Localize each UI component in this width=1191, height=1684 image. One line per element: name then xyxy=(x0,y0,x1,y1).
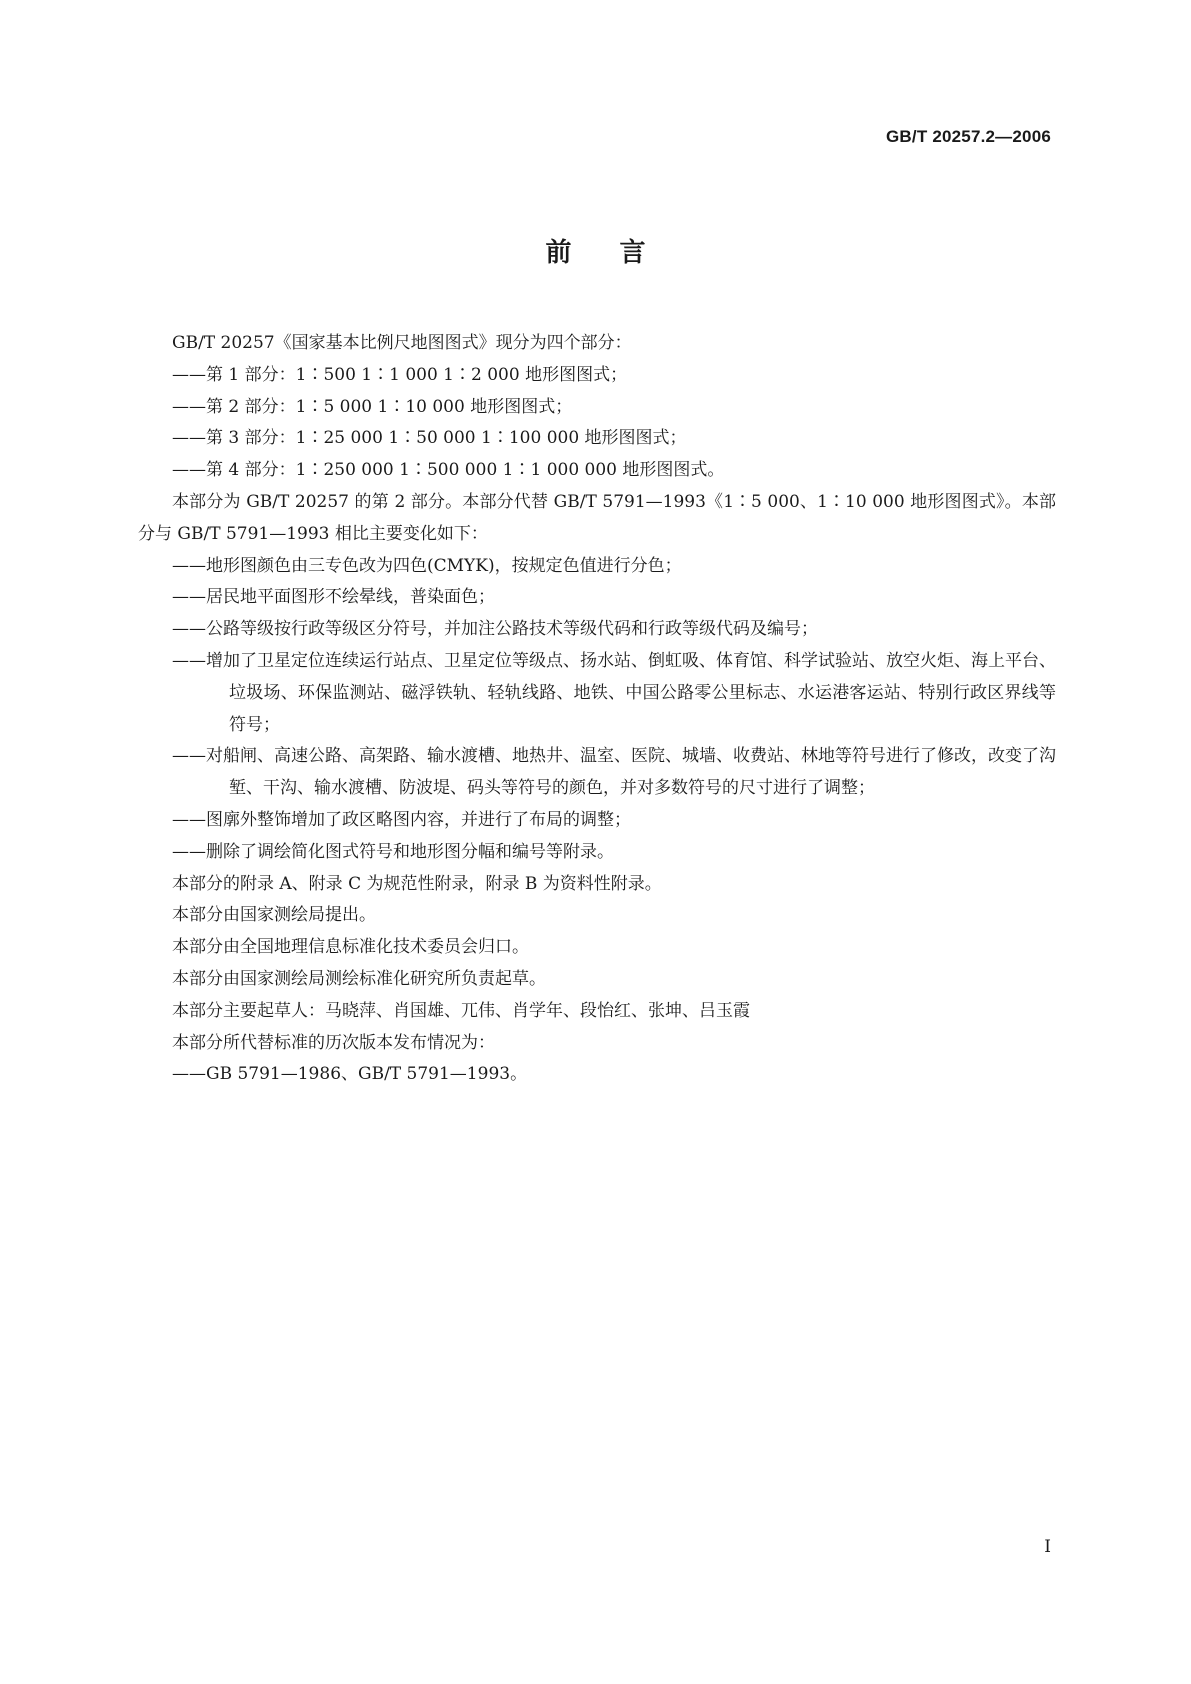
change-item: ——地形图颜色由三专色改为四色(CMYK)，按规定色值进行分色； xyxy=(172,555,682,576)
change-item: ——增加了卫星定位连续运行站点、卫星定位等级点、扬水站、倒虹吸、体育馆、科学试验站、放空火炬、海上平台、垃圾场、环保监测站、磁浮铁轨、轻轨线路、地铁、中国公路零公里标志、水运港客运站、特别行政区界线等符号； xyxy=(172,650,1056,735)
drafters-paragraph: 本部分主要起草人：马晓萍、肖国雄、兀伟、肖学年、段怡红、张坤、吕玉霞 xyxy=(172,1000,750,1021)
drafted-paragraph: 本部分由国家测绘局测绘标准化研究所负责起草。 xyxy=(172,968,546,989)
page-number: I xyxy=(1044,1537,1051,1557)
page-title: 前言 xyxy=(545,238,694,268)
change-item: ——删除了调绘简化图式符号和地形图分幅和编号等附录。 xyxy=(172,841,614,862)
annex-paragraph: 本部分的附录 A、附录 C 为规范性附录，附录 B 为资料性附录。 xyxy=(172,873,662,894)
part-item: ——第 2 部分：1∶5 000 1∶10 000 地形图图式； xyxy=(172,396,573,417)
replacement-paragraph: 本部分为 GB/T 20257 的第 2 部分。本部分代替 GB/T 5791—1993《1∶5 000、1∶10 000 地形图图式》。本部分与 GB/T 5791—1993 相比主要变化如下： xyxy=(138,491,1056,544)
foreword-body xyxy=(138,328,1056,1091)
change-item: ——对船闸、高速公路、高架路、输水渡槽、地热井、温室、医院、城墙、收费站、林地等符号进行了修改，改变了沟堑、干沟、输水渡槽、防波堤、码头等符号的颜色，并对多数符号的尺寸进行了调整； xyxy=(172,746,1056,799)
change-item: ——图廓外整饰增加了政区略图内容，并进行了布局的调整； xyxy=(172,809,631,830)
centralized-paragraph: 本部分由全国地理信息标准化技术委员会归口。 xyxy=(172,937,529,958)
intro-paragraph: GB/T 20257《国家基本比例尺地图图式》现分为四个部分： xyxy=(172,333,632,353)
history-intro-paragraph: 本部分所代替标准的历次版本发布情况为： xyxy=(172,1032,495,1053)
part-item: ——第 3 部分：1∶25 000 1∶50 000 1∶100 000 地形图图式； xyxy=(172,428,687,449)
part-item: ——第 4 部分：1∶250 000 1∶500 000 1∶1 000 000 地形图图式。 xyxy=(172,460,725,481)
change-item: ——公路等级按行政等级区分符号，并加注公路技术等级代码和行政等级代码及编号； xyxy=(172,619,818,640)
standard-number: GB/T 20257.2—2006 xyxy=(886,127,1051,146)
proposed-paragraph: 本部分由国家测绘局提出。 xyxy=(172,905,376,926)
change-item: ——居民地平面图形不绘晕线，普染面色； xyxy=(172,587,495,608)
part-item: ——第 1 部分：1∶500 1∶1 000 1∶2 000 地形图图式； xyxy=(172,364,628,385)
history-item: ——GB 5791—1986、GB/T 5791—1993。 xyxy=(172,1064,528,1085)
